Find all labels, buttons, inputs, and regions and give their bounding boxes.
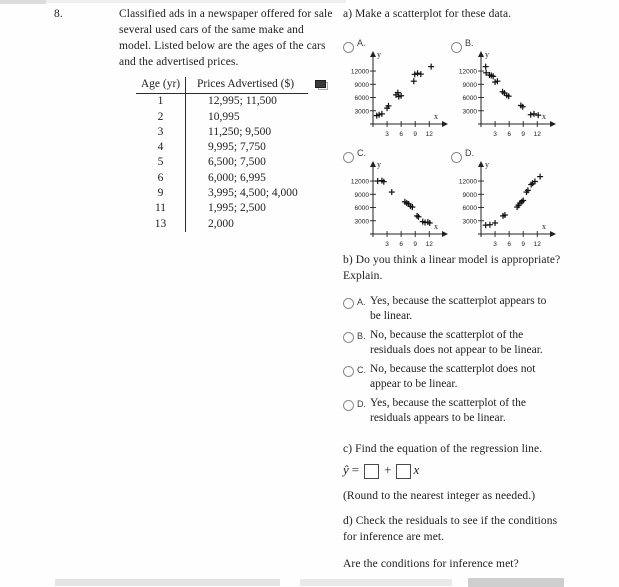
svg-text:x: x — [542, 112, 546, 121]
table-row-age: 4 — [136, 140, 186, 155]
linear-model-option-a-radio[interactable] — [343, 298, 354, 309]
table-row-prices: 3,995; 4,500; 4,000 — [208, 187, 298, 200]
problem-statement — [119, 6, 351, 70]
svg-text:x: x — [542, 222, 546, 231]
svg-text:12: 12 — [533, 241, 541, 248]
rounding-note: (Round to the nearest integer as needed.) — [343, 490, 536, 502]
table-row-age: 6 — [136, 171, 186, 186]
svg-text:3000: 3000 — [462, 218, 477, 226]
scatterplot-option-d-letter: D. — [465, 148, 474, 158]
svg-text:6: 6 — [399, 241, 403, 248]
svg-text:12000: 12000 — [350, 68, 369, 76]
svg-text:9: 9 — [521, 241, 526, 248]
table-header-prices — [186, 77, 308, 94]
svg-text:x: x — [434, 112, 438, 121]
option-text-line: Yes, because the scatterplot appears to — [370, 295, 547, 307]
table-row-age: 3 — [136, 125, 186, 140]
copy-data-icon[interactable] — [315, 80, 328, 90]
svg-text:y: y — [485, 160, 489, 169]
svg-text:6000: 6000 — [462, 205, 477, 213]
equals-sign: = — [351, 462, 360, 477]
svg-text:9000: 9000 — [354, 191, 369, 199]
svg-text:12: 12 — [533, 131, 541, 138]
regression-equation — [343, 462, 419, 482]
linear-model-option-b — [343, 328, 608, 358]
option-text-line: residuals does not appear to be linear. — [370, 344, 543, 356]
scatterplot-option-b-letter: B. — [465, 38, 474, 48]
copy-data-icon-front — [315, 80, 326, 88]
table-row-prices: 9,995; 7,750 — [208, 141, 266, 154]
svg-text:3000: 3000 — [354, 218, 369, 226]
svg-text:6000: 6000 — [354, 95, 369, 103]
scatterplot-b-chart — [451, 50, 557, 149]
linear-model-option-c — [343, 362, 608, 392]
linear-model-option-b-letter: B. — [357, 331, 366, 341]
svg-text:6000: 6000 — [354, 205, 369, 213]
slope-answer-box[interactable] — [396, 464, 411, 479]
problem-statement-line: several used cars of the same make and — [119, 24, 304, 36]
svg-text:3: 3 — [385, 241, 389, 248]
option-text-line: Yes, because the scatterplot of the — [370, 397, 526, 409]
svg-text:x: x — [434, 222, 438, 231]
svg-text:6: 6 — [507, 241, 511, 248]
svg-text:6: 6 — [399, 131, 403, 138]
linear-model-option-c-letter: C. — [357, 365, 366, 375]
linear-model-option-a — [343, 294, 608, 324]
table-header-age: Age (yr) — [136, 77, 186, 94]
svg-text:12000: 12000 — [350, 178, 369, 186]
intercept-answer-box[interactable] — [364, 464, 379, 479]
table-row-age: 1 — [136, 94, 186, 109]
svg-text:3000: 3000 — [354, 108, 369, 116]
svg-text:12: 12 — [425, 131, 433, 138]
linear-model-option-a-letter: A. — [357, 297, 366, 307]
svg-text:12: 12 — [425, 241, 433, 248]
table-row-prices: 6,000; 6,995 — [208, 171, 266, 184]
table-row-age: 13 — [136, 217, 186, 232]
linear-model-option-c-radio[interactable] — [343, 366, 354, 377]
svg-text:6: 6 — [507, 131, 511, 138]
svg-text:9000: 9000 — [462, 191, 477, 199]
part-d-prompt-line: for inference are met. — [343, 531, 445, 543]
scan-strip-bottom-right — [468, 578, 564, 587]
option-text-line: residuals appears to be linear. — [370, 412, 506, 424]
problem-statement-line: and the advertised prices. — [119, 56, 239, 68]
table-row-prices: 6,500; 7,500 — [208, 156, 266, 169]
table-row-prices: 11,250; 9,500 — [208, 125, 272, 138]
svg-text:12000: 12000 — [458, 68, 477, 76]
svg-text:3: 3 — [493, 131, 497, 138]
prices-table — [136, 77, 308, 232]
option-text-line: appear to be linear. — [370, 378, 458, 390]
scatterplot-c-chart — [343, 160, 449, 259]
y-hat-symbol: ŷ — [343, 462, 349, 477]
linear-model-option-b-text — [370, 328, 543, 358]
linear-model-option-d — [343, 396, 608, 426]
linear-model-option-d-text — [370, 396, 526, 426]
scatterplot-option-c — [343, 148, 449, 259]
linear-model-option-b-radio[interactable] — [343, 332, 354, 343]
svg-text:y: y — [377, 50, 381, 59]
problem-statement-line: Classified ads in a newspaper offered for sale — [119, 8, 333, 20]
linear-model-option-d-radio[interactable] — [343, 400, 354, 411]
scatterplot-a-chart — [343, 50, 449, 149]
table-row-age: 9 — [136, 186, 186, 201]
part-b-options — [343, 294, 608, 430]
svg-text:9000: 9000 — [462, 81, 477, 89]
problem-number: 8. — [54, 8, 63, 20]
scatterplot-option-b — [451, 38, 557, 149]
option-text-line: No, because the scatterplot of the — [370, 329, 524, 341]
part-d-prompt-line: d) Check the residuals to see if the conditions — [343, 515, 558, 527]
scatterplot-option-a-letter: A. — [357, 38, 366, 48]
scan-strip-top-left — [0, 0, 46, 4]
table-row-prices: 1,995; 2,500 — [208, 202, 266, 215]
problem-statement-line: model. Listed below are the ages of the cars — [119, 40, 326, 52]
svg-text:y: y — [485, 50, 489, 59]
scan-strip-bottom-left — [55, 579, 280, 586]
svg-text:y: y — [377, 160, 381, 169]
svg-text:3: 3 — [385, 131, 389, 138]
svg-text:3000: 3000 — [462, 108, 477, 116]
table-row-age: 2 — [136, 110, 186, 125]
part-b-prompt-line: b) Do you think a linear model is appropriate? — [343, 254, 561, 266]
scatterplot-option-d — [451, 148, 557, 259]
svg-text:9000: 9000 — [354, 81, 369, 89]
part-b-prompt — [343, 252, 593, 284]
scan-strip-bottom-mid — [300, 579, 452, 586]
table-header-prices-label: Prices Advertised ($) — [197, 78, 295, 90]
svg-text:9: 9 — [521, 131, 526, 138]
option-text-line: be linear. — [370, 310, 413, 322]
option-text-line: No, because the scatterplot does not — [370, 363, 536, 375]
scatterplot-option-c-letter: C. — [357, 148, 366, 158]
part-b-prompt-line: Explain. — [343, 270, 383, 282]
plus-sign: + — [384, 462, 392, 477]
x-variable: x — [413, 462, 420, 477]
part-a-prompt: a) Make a scatterplot for these data. — [343, 8, 512, 20]
table-row-age: 5 — [136, 155, 186, 170]
scatterplot-option-a — [343, 38, 449, 149]
svg-text:6000: 6000 — [462, 95, 477, 103]
svg-text:9: 9 — [413, 241, 418, 248]
linear-model-option-c-text — [370, 362, 535, 392]
part-d-prompt — [343, 513, 593, 545]
table-row-prices: 12,995; 11,500 — [208, 95, 277, 108]
scatterplot-d-chart — [451, 160, 557, 259]
table-row-prices: 2,000 — [208, 217, 234, 230]
part-c-prompt: c) Find the equation of the regression line. — [343, 443, 543, 455]
svg-text:12000: 12000 — [458, 178, 477, 186]
part-d-question: Are the conditions for inference met? — [343, 558, 519, 570]
scan-strip-top — [46, 0, 346, 3]
svg-text:9: 9 — [413, 131, 418, 138]
linear-model-option-a-text — [370, 294, 546, 324]
linear-model-option-d-letter: D. — [357, 399, 366, 409]
table-row-prices: 10,995 — [208, 110, 240, 123]
table-row-age: 11 — [136, 201, 186, 216]
svg-text:3: 3 — [493, 241, 497, 248]
